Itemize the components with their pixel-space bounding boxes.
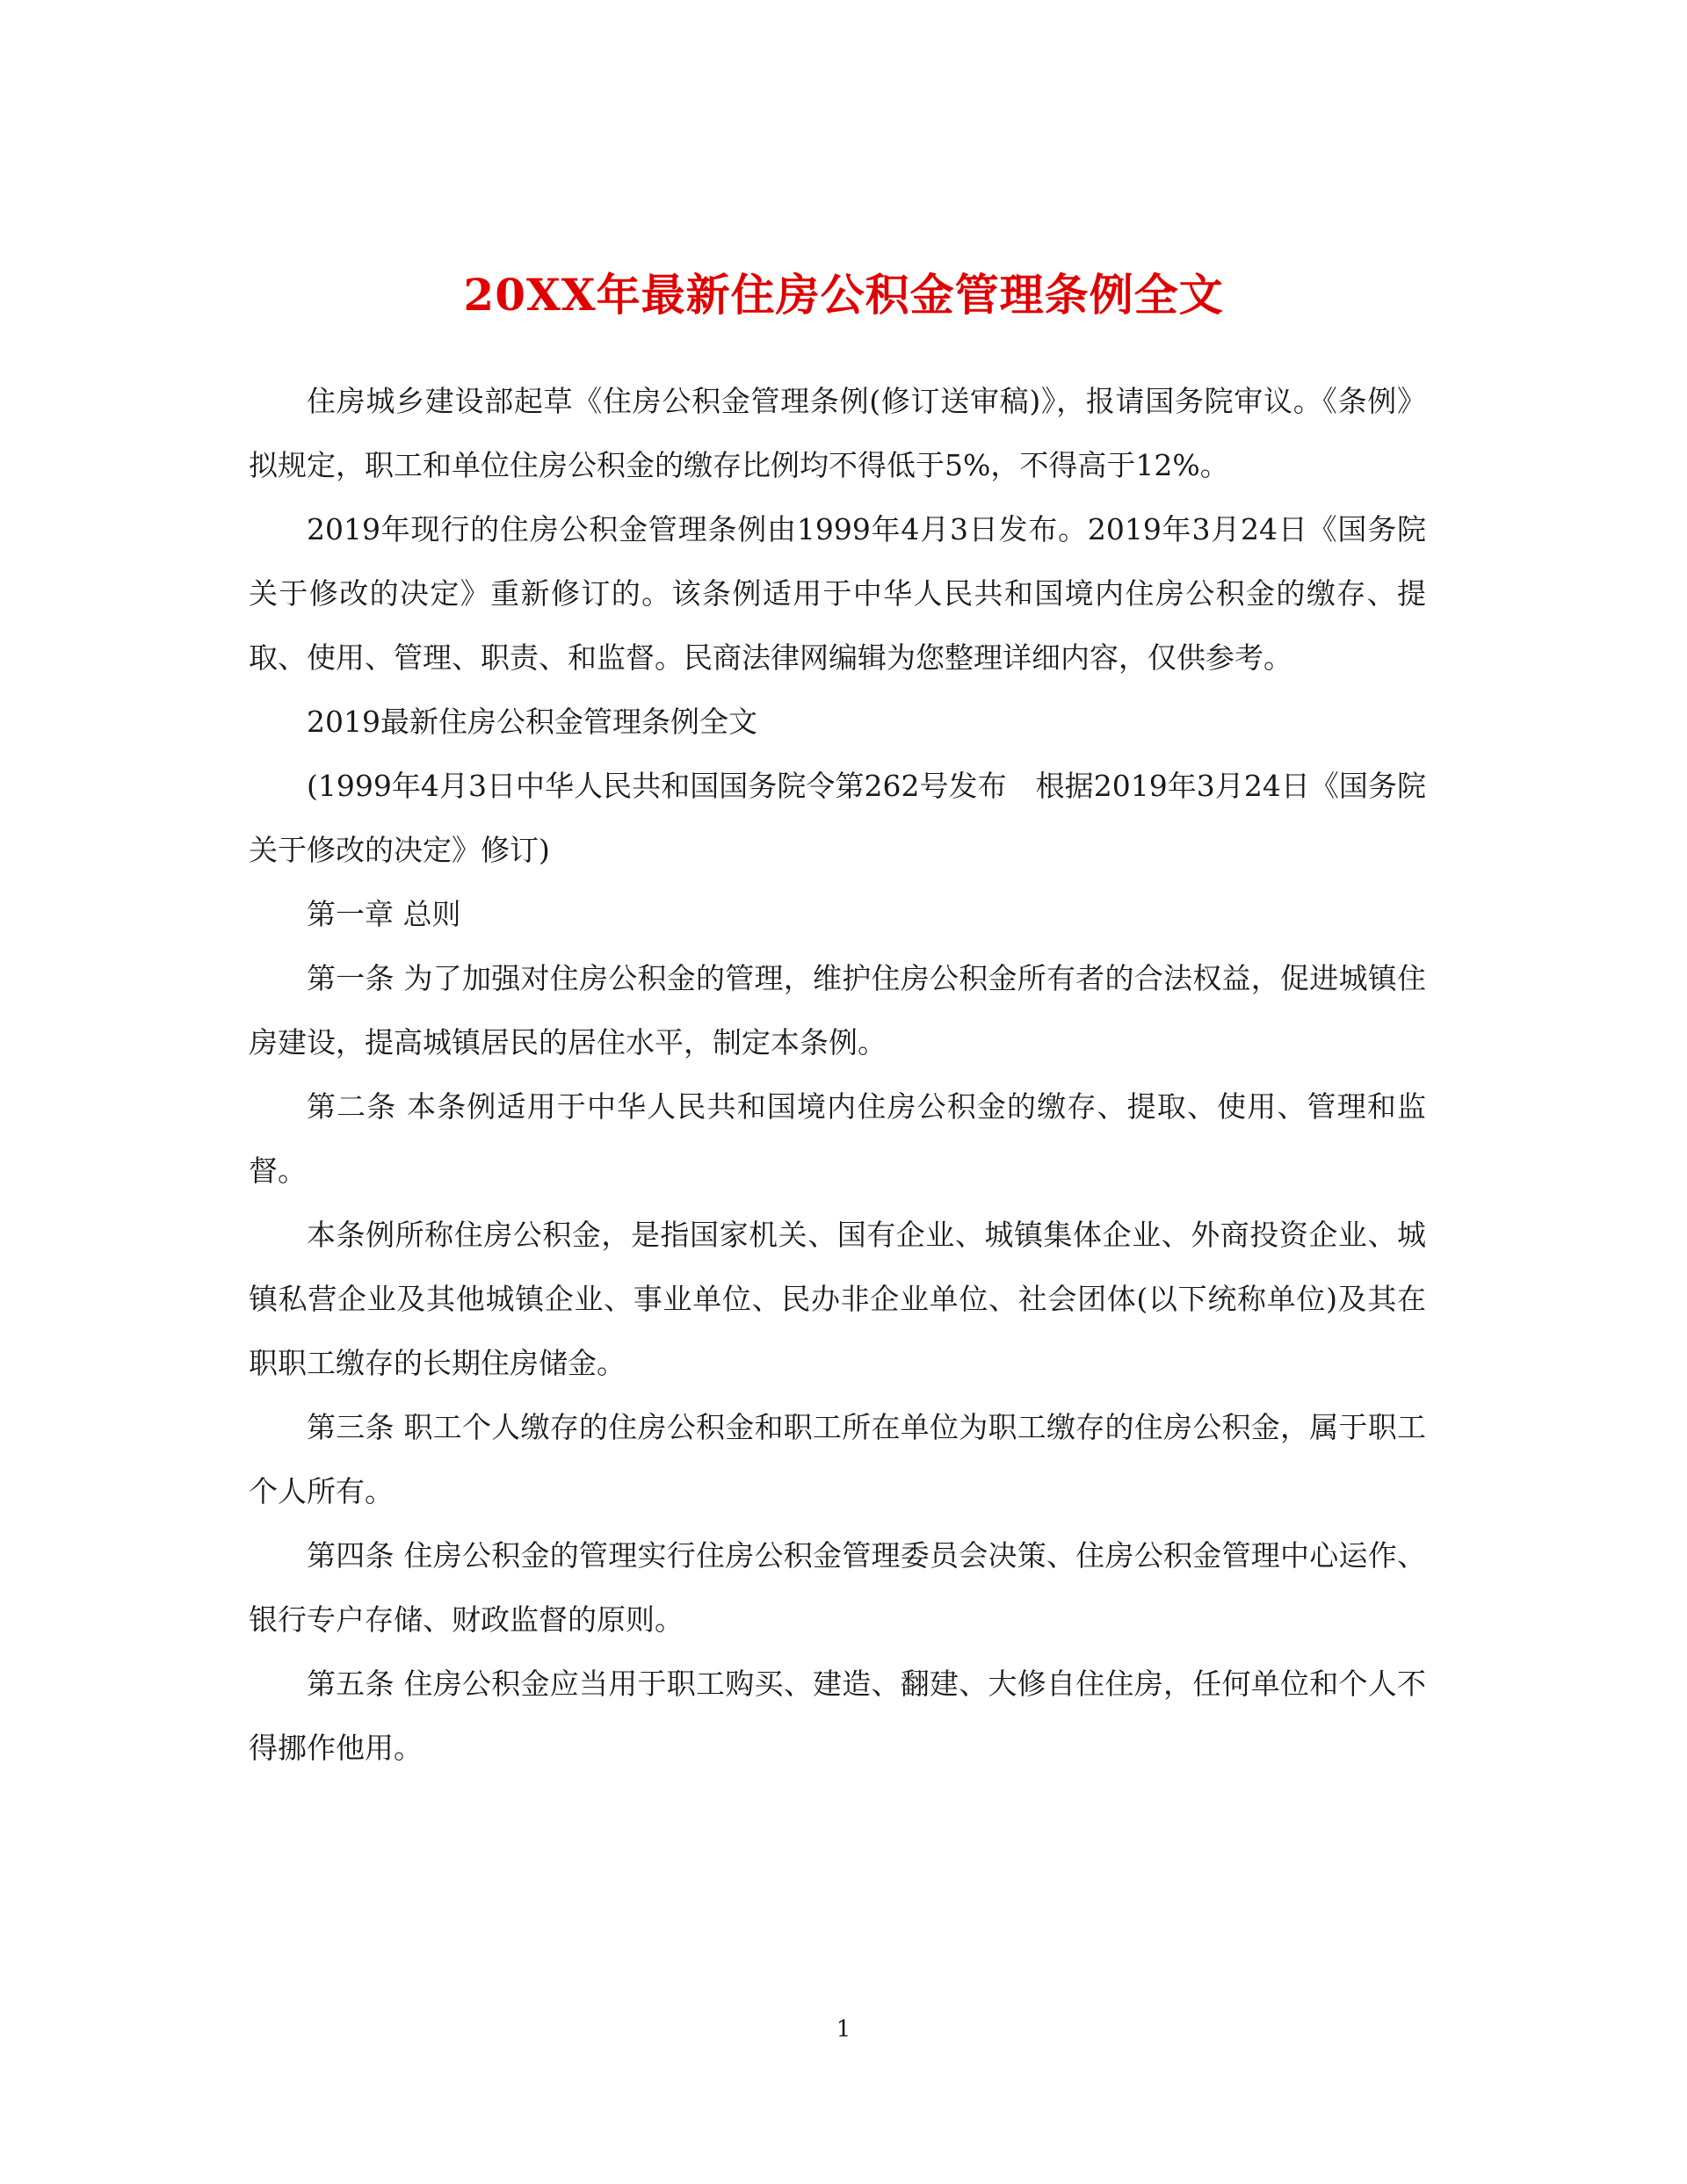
- chapter-heading: 第一章 总则: [307, 897, 461, 931]
- paragraph-fulltext-heading: 2019最新住房公积金管理条例全文: [307, 705, 757, 739]
- article-1: 第一条 为了加强对住房公积金的管理，维护住房公积金所有者的合法权益，促进城镇住房建设，提高城镇居民的居住水平，制定本条例。: [249, 961, 1426, 1059]
- paragraph-background: 2019年现行的住房公积金管理条例由1999年4月3日发布。2019年3月24日《国务院关于修改的决定》重新修订的。该条例适用于中华人民共和国境内住房公积金的缴存、提取、使用、管理、职责、和监督。民商法律网编辑为您整理详细内容，仅供参考。: [249, 512, 1426, 675]
- article-5: 第五条 住房公积金应当用于职工购买、建造、翻建、大修自住住房，任何单位和个人不得挪作他用。: [249, 1667, 1426, 1765]
- article-2: 第二条 本条例适用于中华人民共和国境内住房公积金的缴存、提取、使用、管理和监督。: [249, 1089, 1426, 1188]
- document-title: 20XX年最新住房公积金管理条例全文: [463, 268, 1224, 321]
- paragraph-intro: 住房城乡建设部起草《住房公积金管理条例(修订送审稿)》，报请国务院审议。《条例》拟规定，职工和单位住房公积金的缴存比例均不得低于5%，不得高于12%。: [249, 384, 1426, 482]
- article-2-definition: 本条例所称住房公积金，是指国家机关、国有企业、城镇集体企业、外商投资企业、城镇私营企业及其他城镇企业、事业单位、民办非企业单位、社会团体(以下统称单位)及其在职职工缴存的长期住房储金。: [249, 1218, 1426, 1380]
- paragraph-issuance-note: (1999年4月3日中华人民共和国国务院令第262号发布 根据2019年3月24日《国务院关于修改的决定》修订): [249, 769, 1426, 867]
- document-body: [249, 369, 1426, 1780]
- article-3: 第三条 职工个人缴存的住房公积金和职工所在单位为职工缴存的住房公积金，属于职工个人所有。: [249, 1410, 1426, 1508]
- article-4: 第四条 住房公积金的管理实行住房公积金管理委员会决策、住房公积金管理中心运作、银行专户存储、财政监督的原则。: [249, 1538, 1426, 1637]
- page-number: 1: [836, 2016, 851, 2043]
